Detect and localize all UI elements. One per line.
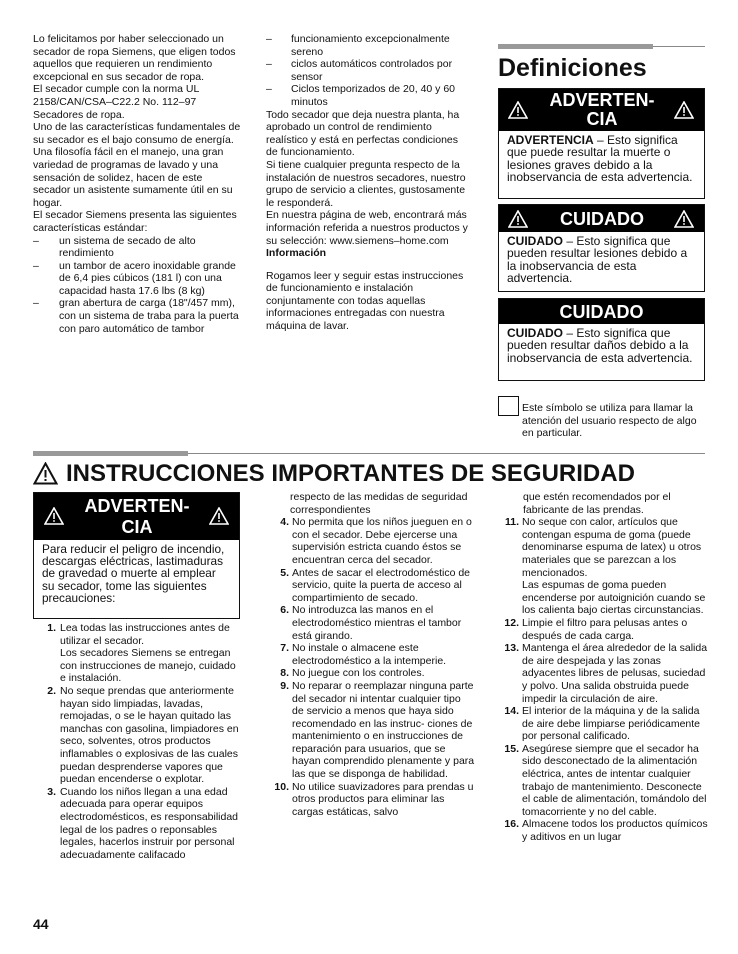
intro-column-2 — [266, 33, 472, 333]
item-text: No seque con calor, artículos que contengan espuma de goma (puede denominarse espuma de latex) u otros materiales que se parezcan a los mencionados. — [522, 516, 702, 579]
safety-item — [500, 617, 708, 642]
item-text: No utilice suavizadores para prendas u otros productos para eliminar las cargas estáticas, salvo — [292, 780, 474, 818]
intro-paragraph: Todo secador que deja nuestra planta, ha aprobado un control de rendimiento realístico y está en perfectas condiciones de funcionamiento. — [266, 108, 460, 159]
feature-item: – Ciclos temporizados de 20, 40 y 60 minutos — [266, 83, 472, 108]
item-number: 8. — [280, 667, 289, 680]
info-heading: Información — [266, 247, 327, 260]
item-text: Almacene todos los productos químicos y aditivos en un lugar — [522, 818, 708, 844]
safety-item — [270, 604, 475, 642]
safety-item — [42, 622, 242, 685]
item-text: Asegúrese siempre que el secador ha sido desconectado de la alimentación eléctrica, antes de intentar cualquier trabajo de mantenimiento. Desconecte el cable de alimentación, tomándolo del tomacorriente y no del cable. — [522, 742, 707, 818]
item-text: No seque prendas que anteriormente hayan sido limpiadas, lavadas, remojadas, o se le hayan quitado las manchas con gasolina, limpiadores en seco, solventes, otros productos inflamables o explosivas de las cuales puedan desprenderse vapores que puedan encenderse o explotar. — [60, 684, 239, 786]
warning-triangle-icon — [33, 462, 58, 485]
caution-header-label: CUIDADO — [559, 302, 644, 322]
safety-rule-thin — [188, 453, 705, 454]
safety-column-2 — [270, 491, 475, 818]
feature-item: – un sistema de secado de alto rendimiento — [33, 235, 241, 260]
intro-paragraph: Lo felicitamos por haber seleccionado un secador de ropa Siemens, que eligen todos aquellos que requieren un rendimiento excepcional en sus secador de ropa. — [33, 33, 236, 83]
feature-item: – gran abertura de carga (18"/457 mm), con un sistema de traba para la puerta con paro automático de tambor — [33, 297, 241, 335]
warning-triangle-icon — [209, 507, 229, 525]
caution-damage-definition-box — [498, 298, 705, 381]
caution-damage-text — [499, 324, 704, 367]
caution-description: – Esto significa que pueden resultar daños debido a la inobservancia de esta advertencia. — [507, 326, 693, 365]
item-number: 7. — [280, 642, 289, 655]
item-number: 15. — [504, 742, 519, 755]
definitions-title: Definiciones — [498, 54, 647, 82]
item-text: No introduzca las manos en el electrodoméstico mientras el tambor está girando. — [292, 604, 462, 642]
safety-item — [500, 743, 708, 819]
warning-header-label: ADVERTEN- CIA — [549, 90, 655, 129]
warning-header — [499, 89, 704, 131]
item-number: 11. — [504, 516, 519, 529]
safety-rule — [33, 451, 188, 456]
caution-injury-definition-box — [498, 204, 705, 292]
item-text: Limpie el filtro para pelusas antes o después de cada carga. — [522, 616, 688, 642]
warning-term: ADVERTENCIA — [507, 133, 594, 147]
caution-injury-text — [499, 232, 704, 288]
warning-definition-box — [498, 88, 705, 199]
caution-header — [499, 299, 704, 324]
caution-header-label: CUIDADO — [560, 209, 644, 229]
warning-triangle-icon — [508, 101, 528, 119]
safety-item — [270, 516, 475, 566]
feature-item: – un tambor de acero inoxidable grande de 6,4 pies cúbicos (181 l) con una capacidad hasta 17.6 lbs (8 kg) — [33, 260, 241, 298]
intro-paragraph: El secador Siemens presenta las siguientes características estándar: — [33, 209, 237, 234]
intro-paragraph: Si tiene cualquier pregunta respecto de la instalación de nuestros secadores, nuestro grupo de servicio a clientes, gustosamente le responderá. — [266, 158, 466, 209]
safety-warning-box — [33, 492, 240, 619]
item-number: 2. — [47, 684, 56, 697]
safety-item — [270, 680, 475, 781]
item-text: No juegue con los controles. — [292, 667, 425, 680]
item-text: Lea todas las instrucciones antes de utilizar el secador. — [60, 622, 230, 647]
safety-item — [270, 667, 475, 680]
item-number: 16. — [504, 818, 519, 831]
item-text: Cuando los niños llegan a una edad adecuada para operar equipos electrodomésticos, es responsabilidad legal de los padres o reponsables legales, hacerlos instruir por personal adecuadamente califacado — [60, 785, 239, 861]
item-text: Mantenga el área alrededor de la salida de aire despejada y las zonas adyacentes libres de pelusas, suciedad y polvo. Una salida obstruida puede impedir la circulación de aire. — [522, 642, 708, 705]
section-rule — [498, 44, 653, 49]
intro-paragraph: En nuestra página de web, encontrará más información referida a nuestros productos y su selección: www.siemens–home.com — [266, 209, 468, 247]
item-text: No instale o almacene este electrodoméstico a la intemperie. — [292, 642, 447, 667]
safety-item — [270, 567, 475, 605]
item-number: 3. — [47, 785, 56, 798]
continued-text: que estén recomendados por el fabricante de las prendas. — [523, 491, 671, 516]
safety-item — [500, 818, 708, 843]
item-extra: Las espumas de goma pueden encenderse por autoignición cuando se los calienta bajo ciertas circunstancias. — [522, 579, 706, 617]
warning-triangle-icon — [674, 210, 694, 228]
warning-triangle-icon — [508, 210, 528, 228]
safety-warning-text: Para reducir el peligro de incendio, descargas eléctricas, lastimaduras de gravedad o muerte al emplear su secador, tome las siguientes precauciones: — [42, 542, 225, 605]
item-text: El interior de la máquina y de la salida de aire debe limpiarse periódicamente por personal calificado. — [522, 705, 701, 743]
item-text: No reparar o reemplazar ninguna parte del secador ni intentar cualquier tipo de servicio a menos que haya sido recomendado en las instruc- ciones de mantenimiento o en instrucciones de reparación para usuarios, que se hayan comprendido plenamente y para las que se disponga de habilidad. — [292, 679, 475, 781]
safety-column-3 — [500, 491, 708, 844]
info-text: Rogamos leer y seguir estas instrucciones de funcionamiento e instalación conjuntamente con todas aquellas informaciones entregadas con nuestra máquina de lavar. — [266, 269, 464, 333]
intro-column-1 — [33, 33, 241, 335]
item-number: 13. — [504, 642, 519, 655]
warning-triangle-icon — [674, 101, 694, 119]
intro-paragraph: Una filosofía fácil en el manejo, una gran variedad de programas de lavado y una sensación de solidez, hacen de este secador un asistente sumamente útil en su hogar. — [33, 146, 233, 209]
item-number: 14. — [504, 705, 519, 718]
intro-paragraph: El secador cumple con la norma UL 2158/CAN/CSA–C22.2 No. 112–97 Secadores de ropa. — [33, 83, 199, 121]
item-number: 12. — [504, 616, 519, 629]
caution-header — [499, 205, 704, 232]
item-number: 10. — [274, 780, 289, 793]
item-number: 6. — [280, 604, 289, 617]
feature-item: – ciclos automáticos controlados por sensor — [266, 58, 472, 83]
item-number: 4. — [280, 516, 289, 529]
safety-column-1 — [42, 622, 242, 861]
warning-definition-text — [499, 131, 704, 187]
item-text: Antes de sacar el electrodoméstico de servicio, quite la puerta de acceso al compartimiento de secado. — [292, 566, 471, 604]
warning-description: – Esto significa que puede resultar la muerte o lesiones graves debido a la inobservancia de esta advertencia. — [507, 133, 693, 185]
note-text: Este símbolo se utiliza para llamar la atención del usuario respecto de algo en particular. — [522, 402, 697, 440]
item-extra: Los secadores Siemens se entregan con instrucciones de manejo, cuidado e instalación. — [60, 647, 236, 685]
safety-item — [270, 642, 475, 667]
item-text: No permita que los niños jueguen en o con el secador. Debe ejercerse una supervisión estricta cuando éstos se encuentran cerca del secador. — [292, 516, 472, 566]
warning-triangle-icon — [44, 507, 64, 525]
safety-item — [500, 705, 708, 743]
safety-item — [500, 516, 708, 617]
continued-text: respecto de las medidas de seguridad correspondientes — [290, 491, 468, 516]
caution-description: – Esto significa que pueden resultar lesiones debido a la inobservancia de esta advertencia. — [507, 234, 688, 286]
page-number: 44 — [33, 916, 49, 932]
feature-item: – funcionamiento excepcionalmente sereno — [266, 33, 472, 58]
section-rule-thin — [653, 46, 705, 47]
warning-header-label: ADVERTEN- CIA — [84, 496, 190, 537]
safety-item — [270, 781, 475, 819]
caution-term: CUIDADO — [507, 326, 563, 340]
item-number: 5. — [280, 566, 289, 579]
note-symbol-icon — [498, 396, 519, 416]
safety-item — [42, 786, 242, 862]
intro-paragraph: Uno de las características fundamentales de su secador es el bajo consumo de energía. — [33, 121, 241, 146]
safety-item — [42, 685, 242, 786]
safety-title: INSTRUCCIONES IMPORTANTES DE SEGURIDAD — [66, 460, 635, 487]
safety-item — [500, 642, 708, 705]
item-number: 1. — [47, 622, 56, 634]
warning-header — [34, 493, 239, 540]
caution-term: CUIDADO — [507, 234, 563, 248]
item-number: 9. — [280, 679, 289, 692]
